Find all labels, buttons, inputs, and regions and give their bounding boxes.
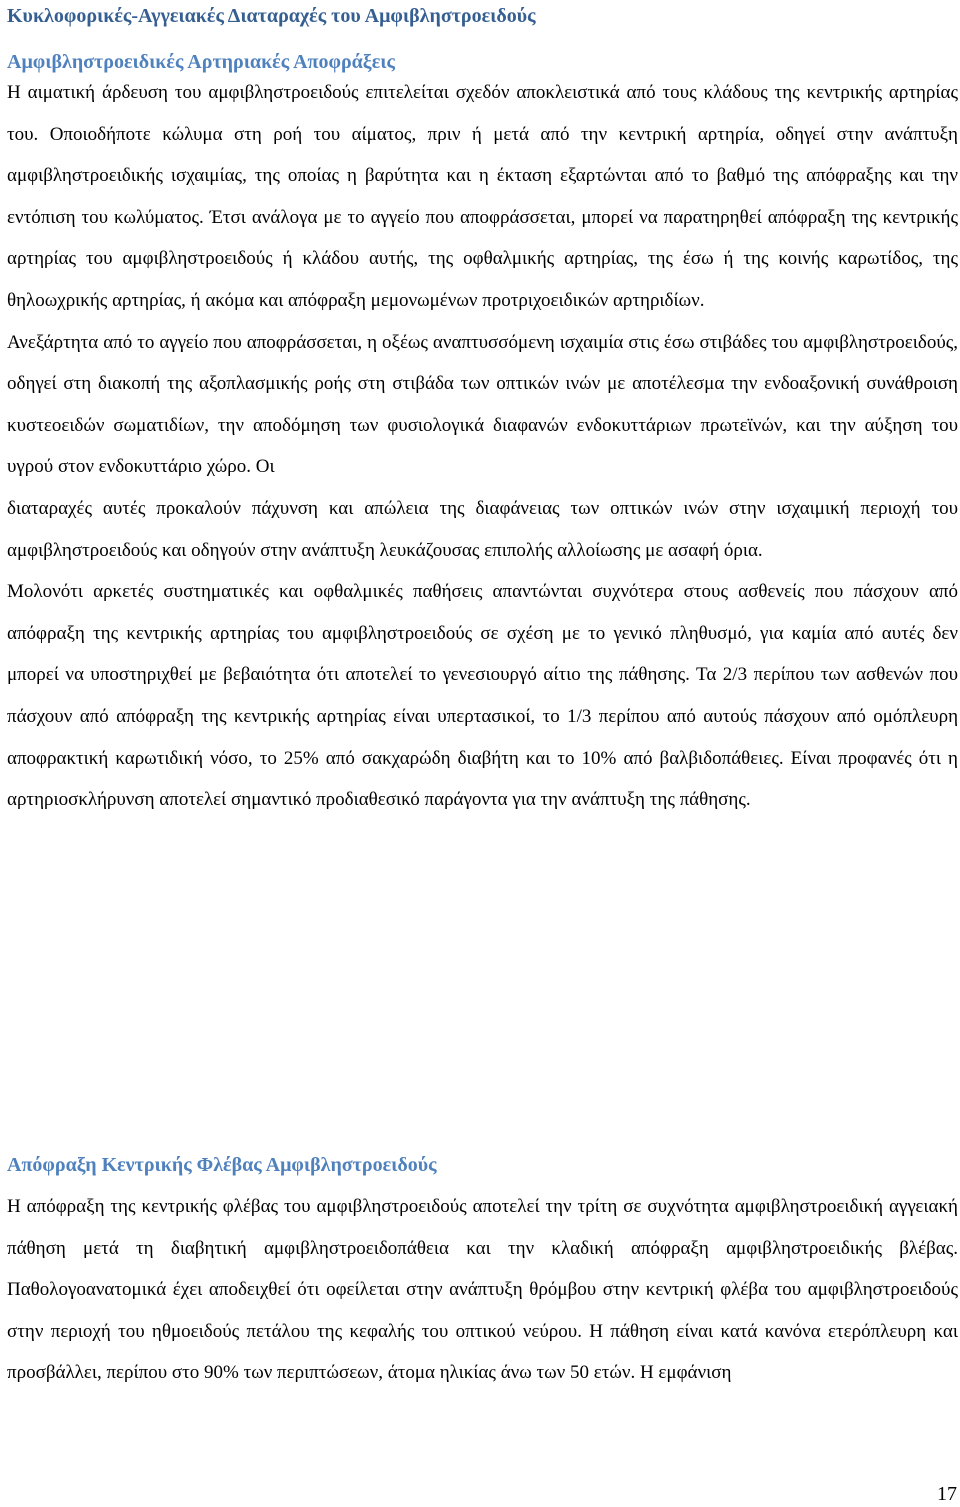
body-paragraph: διαταραχές αυτές προκαλούν πάχυνση και απώλεια της διαφάνειας των οπτικών ινών στην ισχαιμική περιοχή του αμφιβληστροειδούς και οδηγούν στην ανάπτυξη λευκάζουσας επιπολής αλλοίωσης με ασαφή όρια.: [7, 497, 958, 561]
page-content: [7, 0, 958, 1384]
body-paragraph: Μολονότι αρκετές συστηματικές και οφθαλμικές παθήσεις απαντώνται συχνότερα στους ασθενείς που πάσχουν από απόφραξη της κεντρικής αρτηρίας του αμφιβληστροειδούς σε σχέση με το γενικό πληθυσμό, για καμία από αυτές δεν μπορεί να υποστηριχθεί με βεβαιότητα ότι αποτελεί το γενεσιουργό αίτιο της πάθησης. Τα 2/3 περίπου των ασθενών που πάσχουν από απόφραξη της κεντρικής αρτηρίας είναι υπερτασικοί, το 1/3 περίπου από αυτούς πάσχουν από ομόπλευρη αποφρακτική καρωτιδική νόσο, το 25% από σακχαρώδη διαβήτη και το 10% από βαλβιδοπάθειες. Είναι προφανές ότι η αρτηριοσκλήρυνση αποτελεί σημαντικό προδιαθεσικό παράγοντα για την ανάπτυξη της πάθησης.: [7, 581, 958, 811]
page-number: 17: [937, 1483, 957, 1505]
chapter-title: Κυκλοφορικές-Αγγειακές Διαταραχές του Αμφιβληστροειδούς: [7, 5, 536, 27]
body-paragraph: Η απόφραξη της κεντρικής φλέβας του αμφιβληστροειδούς αποτελεί την τρίτη σε συχνότητα αμφιβληστροειδική αγγειακή πάθηση μετά τη διαβητική αμφιβληστροειδοπάθεια και την κλαδική απόφραξη αμφιβληστροειδικής βλέβας. Παθολογοανατομικά έχει αποδειχθεί ότι οφείλεται στην ανάπτυξη θρόμβου στην κεντρική φλέβα του αμφιβληστροειδούς στην περιοχή του ηθμοειδούς πετάλου της κεφαλής του οπτικού νεύρου. Η πάθηση είναι κατά κανόνα ετερόπλευρη και προσβάλλει, περίπου στο 90% των περιπτώσεων, άτομα ηλικίας άνω των 50 ετών. Η εμφάνιση: [7, 1196, 958, 1384]
section-heading-arterial-occlusions: Αμφιβληστροειδικές Αρτηριακές Αποφράξεις: [7, 51, 395, 73]
section-heading-vein-occlusion: Απόφραξη Κεντρικής Φλέβας Αμφιβληστροειδούς: [7, 1154, 437, 1176]
body-paragraph: Η αιματική άρδευση του αμφιβληστροειδούς επιτελείται σχεδόν αποκλειστικά από τους κλάδους της κεντρικής αρτηρίας του. Οποιοδήποτε κώλυμα στη ροή του αίματος, πριν ή μετά από την κεντρική αρτηρία, οδηγεί στην ανάπτυξη αμφιβληστροειδικής ισχαιμίας, της οποίας η βαρύτητα και η έκταση εξαρτώνται από το βαθμό της απόφραξης και την εντόπιση του κωλύματος. Έτσι ανάλογα με το αγγείο που αποφράσσεται, μπορεί να παρατηρηθεί απόφραξη της κεντρικής αρτηρίας του αμφιβληστροειδούς ή κλάδου αυτής, της οφθαλμικής αρτηρίας, της έσω ή της κοινής καρωτίδος, της θηλοωχρικής αρτηρίας, ή ακόμα και απόφραξη μεμονωμένων προτριχοειδικών αρτηριδίων.: [7, 82, 958, 311]
body-paragraph: Ανεξάρτητα από το αγγείο που αποφράσσεται, η οξέως αναπτυσσόμενη ισχαιμία στις έσω στιβάδες του αμφιβληστροειδούς, οδηγεί στη διακοπή της αξοπλασμικής ροής στη στιβάδα των οπτικών ινών με αποτέλεσμα την ενδοαξονική συνάθροιση κυστεοειδών σωματιδίων, την αποδόμηση των φυσιολογικά διαφανών ενδοκυττάριων πρωτεϊνών, και την αύξηση του υγρού στον ενδοκυττάριο χώρο. Οι: [7, 331, 958, 478]
section-body: [7, 1186, 958, 1394]
